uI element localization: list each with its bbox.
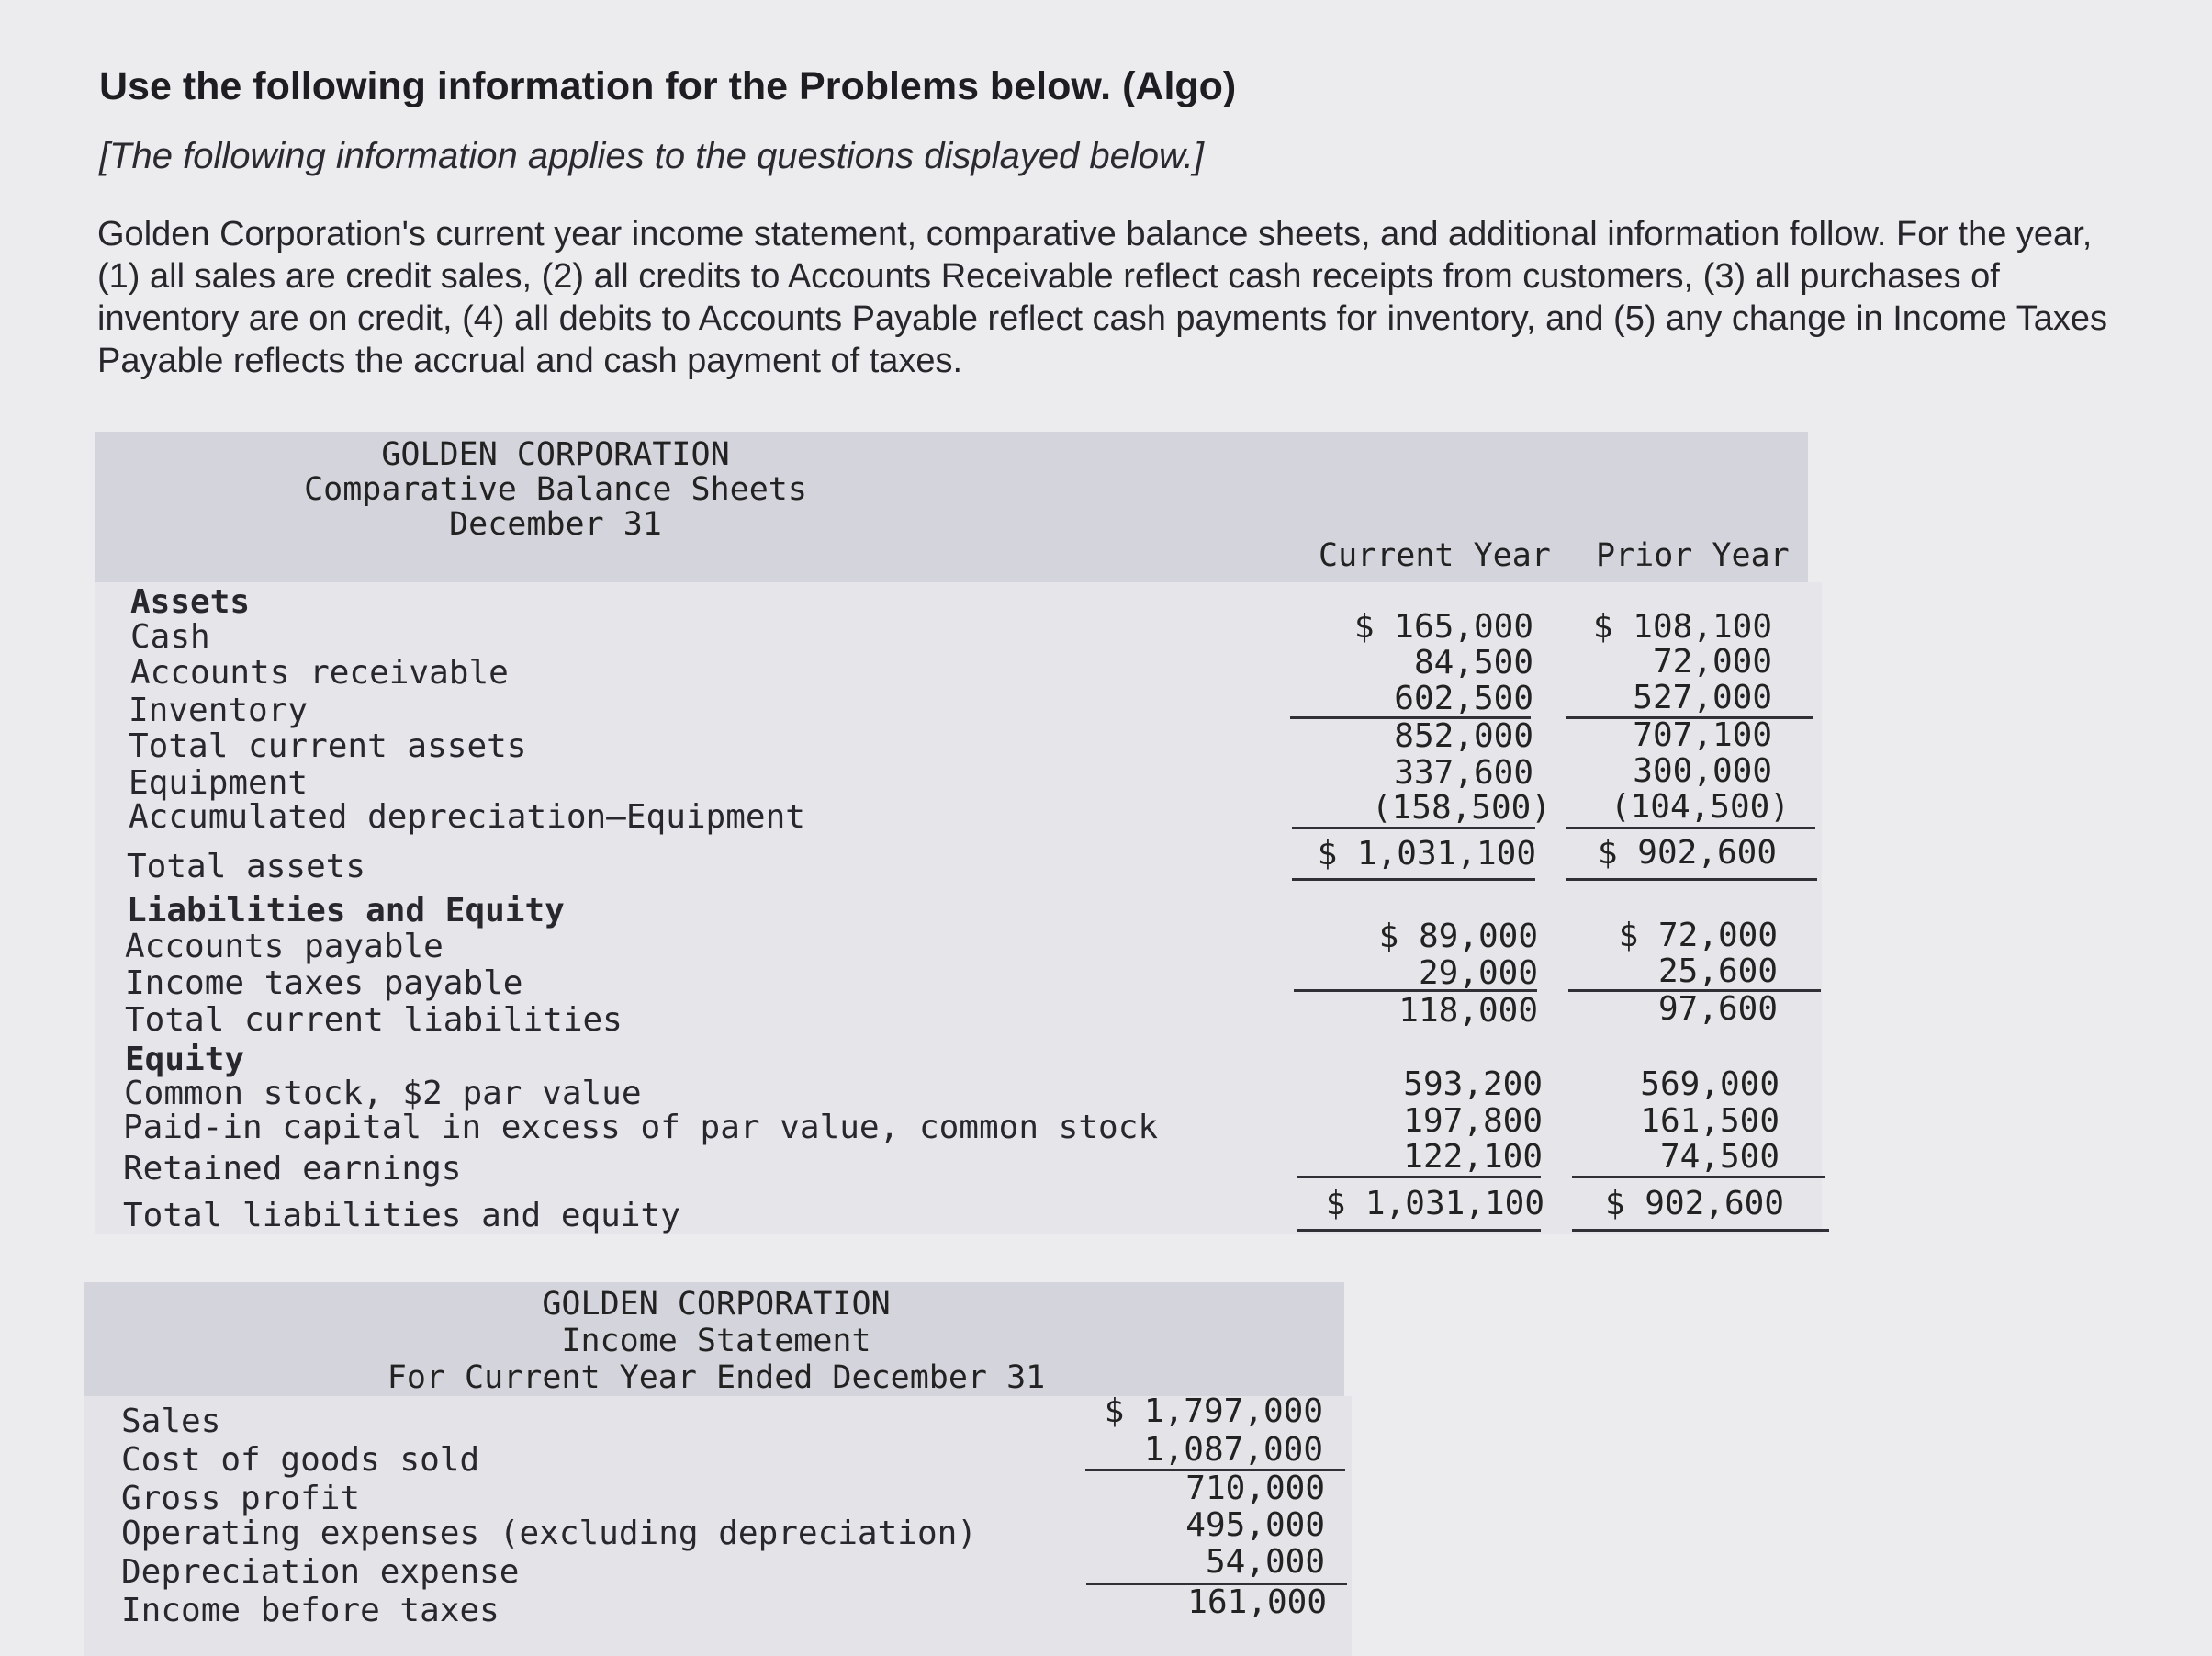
is-label-operating-expenses: Operating expenses (excluding depreciation): [121, 1515, 977, 1552]
row-label-accounts-receivable: Accounts receivable: [130, 654, 509, 692]
row-label-paid-in-capital: Paid-in capital in excess of par value, common stock: [123, 1109, 1159, 1146]
row-label-inventory: Inventory: [129, 692, 309, 729]
balance-sheet-statement: Comparative Balance Sheets: [304, 471, 807, 508]
double-underline-current-total-liabilities-equity: [1297, 1229, 1541, 1232]
is-label-income-before-taxes: Income before taxes: [121, 1592, 500, 1629]
value-prior-equipment: 300,000: [1633, 752, 1772, 790]
row-label-retained-earnings: Retained earnings: [123, 1150, 462, 1188]
value-current-cash: $ 165,000: [1353, 608, 1533, 646]
underline-prior-income-taxes-payable: [1568, 989, 1821, 992]
page-subtitle: [The following information applies to the questions displayed below.]: [99, 136, 1204, 176]
income-statement-name: Income Statement: [561, 1323, 871, 1359]
value-current-total-assets: $ 1,031,100: [1317, 835, 1536, 873]
value-prior-accounts-receivable: 72,000: [1652, 643, 1772, 681]
value-current-equipment: 337,600: [1394, 754, 1533, 792]
value-prior-accumulated-depreciation: (104,500): [1610, 788, 1790, 826]
is-value-operating-expenses: 495,000: [1185, 1506, 1325, 1544]
row-label-common-stock: Common stock, $2 par value: [124, 1075, 642, 1112]
balance-sheet-date: December 31: [449, 506, 662, 543]
value-current-total-current-assets: 852,000: [1394, 717, 1533, 755]
underline-is-cost-of-goods-sold: [1085, 1469, 1345, 1471]
intro-paragraph: Golden Corporation's current year income statement, comparative balance sheets, and additional information follow. For the year, (1) all sales are credit sales, (2) all credits to Accounts Receivable reflect cash receipts from customers, (3) all purchases of inventory are on credit, (4) all debits to Accounts Payable reflect cash payments for inventory, and (5) any change in Income Taxes Payable reflects the accrual and cash payment of taxes.: [97, 215, 2107, 380]
underline-current-income-taxes-payable: [1294, 989, 1537, 992]
is-value-depreciation-expense: 54,000: [1205, 1543, 1325, 1581]
value-prior-cash: $ 108,100: [1592, 608, 1772, 646]
underline-current-retained-earnings: [1297, 1176, 1541, 1178]
value-current-accumulated-depreciation: (158,500): [1371, 789, 1551, 827]
value-prior-total-liabilities-and-equity: $ 902,600: [1604, 1185, 1784, 1222]
balance-sheet-title: [156, 437, 955, 542]
row-label-accounts-payable: Accounts payable: [125, 928, 444, 965]
value-prior-accounts-payable: $ 72,000: [1618, 917, 1778, 954]
value-current-accounts-payable: $ 89,000: [1378, 918, 1538, 955]
column-header-prior-year: Prior Year: [1596, 537, 1790, 574]
row-label-total-current-assets: Total current assets: [129, 727, 527, 765]
value-prior-common-stock: 569,000: [1640, 1065, 1780, 1103]
income-statement-period: For Current Year Ended December 31: [387, 1359, 1046, 1396]
section-label-liabilities-and-equity: Liabilities and Equity: [127, 892, 565, 929]
value-current-accounts-receivable: 84,500: [1413, 644, 1533, 682]
row-label-total-current-liabilities: Total current liabilities: [125, 1001, 623, 1039]
column-header-current-year: Current Year: [1319, 537, 1551, 574]
is-value-gross-profit: 710,000: [1185, 1470, 1325, 1507]
is-label-gross-profit: Gross profit: [121, 1480, 361, 1517]
row-label-total-liabilities-and-equity: Total liabilities and equity: [123, 1197, 680, 1234]
is-label-cost-of-goods-sold: Cost of goods sold: [121, 1441, 480, 1479]
value-prior-retained-earnings: 74,500: [1659, 1138, 1780, 1176]
underline-prior-inventory: [1566, 716, 1813, 719]
double-underline-prior-total-assets: [1566, 878, 1817, 881]
value-prior-income-taxes-payable: 25,600: [1657, 952, 1778, 990]
value-current-total-liabilities-and-equity: $ 1,031,100: [1325, 1185, 1544, 1222]
underline-prior-accumulated-depreciation: [1566, 827, 1815, 829]
underline-current-accumulated-depreciation: [1292, 827, 1535, 829]
value-current-total-current-liabilities: 118,000: [1398, 992, 1538, 1030]
value-current-common-stock: 593,200: [1403, 1065, 1543, 1103]
is-value-income-before-taxes: 161,000: [1187, 1583, 1327, 1621]
balance-sheet-company: GOLDEN CORPORATION: [381, 436, 730, 473]
value-current-income-taxes-payable: 29,000: [1418, 954, 1538, 992]
double-underline-prior-total-liabilities-equity: [1572, 1229, 1829, 1232]
underline-current-inventory: [1290, 716, 1531, 719]
income-statement-company: GOLDEN CORPORATION: [542, 1286, 891, 1323]
row-label-income-taxes-payable: Income taxes payable: [125, 964, 523, 1002]
row-label-cash: Cash: [130, 618, 210, 656]
is-value-sales: $ 1,797,000: [1104, 1392, 1323, 1430]
value-prior-paid-in-capital: 161,500: [1640, 1102, 1780, 1140]
row-label-total-assets: Total assets: [127, 848, 366, 885]
is-label-sales: Sales: [121, 1403, 221, 1440]
double-underline-current-total-assets: [1292, 878, 1535, 881]
value-prior-total-current-liabilities: 97,600: [1657, 990, 1778, 1028]
row-label-equipment: Equipment: [129, 764, 309, 802]
value-current-paid-in-capital: 197,800: [1403, 1102, 1543, 1140]
value-prior-total-current-assets: 707,100: [1633, 716, 1772, 754]
underline-prior-retained-earnings: [1572, 1176, 1825, 1178]
section-label-assets: Assets: [130, 583, 251, 621]
is-value-cost-of-goods-sold: 1,087,000: [1143, 1431, 1323, 1469]
row-label-accumulated-depreciation: Accumulated depreciation—Equipment: [129, 798, 805, 836]
section-label-equity: Equity: [125, 1041, 245, 1078]
value-current-retained-earnings: 122,100: [1403, 1138, 1543, 1176]
page-title: Use the following information for the Problems below. (Algo): [99, 64, 1237, 108]
value-prior-inventory: 527,000: [1633, 679, 1772, 716]
value-current-inventory: 602,500: [1394, 680, 1533, 717]
value-prior-total-assets: $ 902,600: [1597, 834, 1777, 872]
underline-is-depreciation-expense: [1086, 1583, 1347, 1585]
is-label-depreciation-expense: Depreciation expense: [121, 1553, 520, 1591]
income-statement-title: [387, 1286, 1045, 1396]
